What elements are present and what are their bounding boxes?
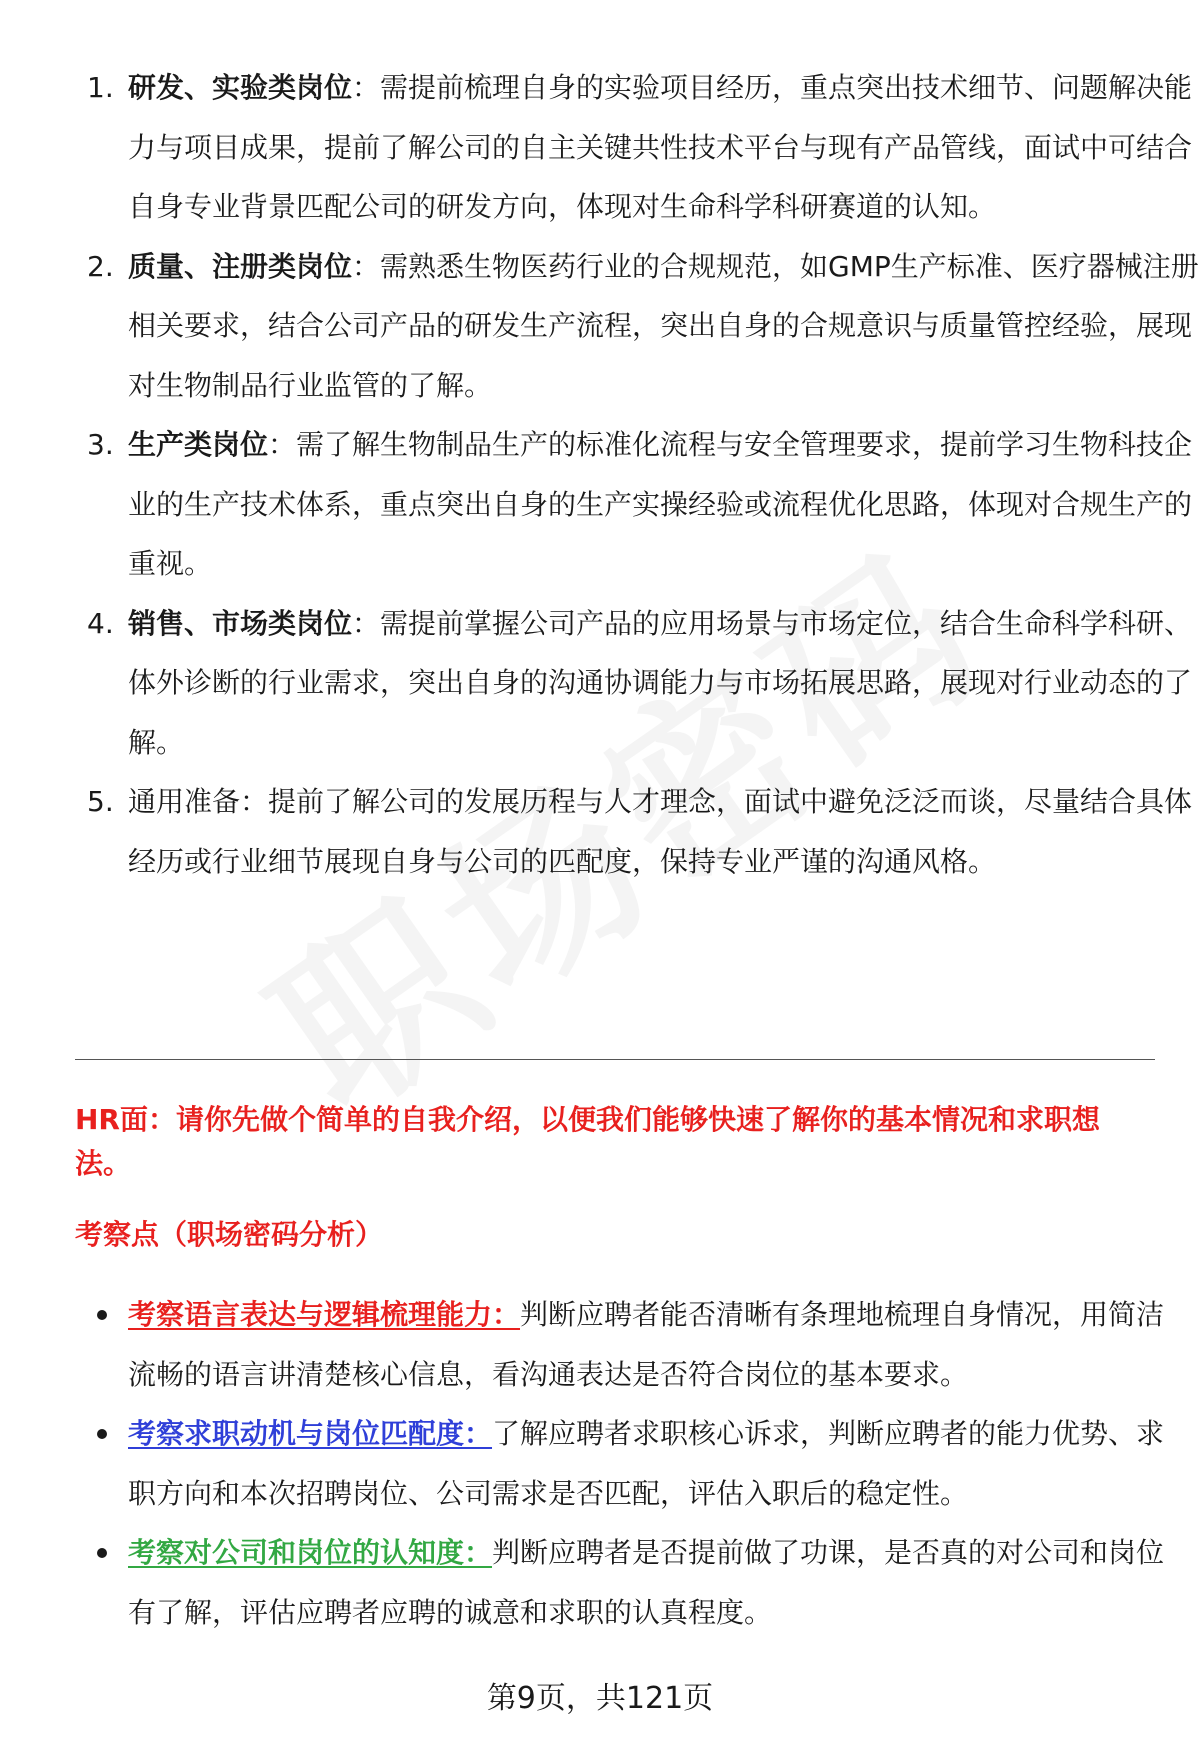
position-item [75, 594, 1200, 773]
positions-section [75, 58, 1199, 891]
positions-list [75, 58, 1199, 891]
point-head: 考察对公司和岗位的认知度： [128, 1536, 493, 1569]
bullet-icon [97, 1548, 107, 1558]
page-number: 第9页，共121页 [486, 1681, 714, 1716]
position-title: 质量、注册类岗位 [128, 249, 353, 283]
point-head: 考察求职动机与岗位匹配度： [128, 1417, 493, 1450]
position-item [75, 58, 1200, 237]
point-text: 了解应聘者求职核心诉求，判断应聘者的能力优势、求职方向和本次招聘岗位、公司需求是否匹配，评估入职后的稳定性。 [128, 1417, 1165, 1510]
analysis-point [75, 1285, 1165, 1404]
section-divider [75, 1059, 1155, 1060]
analysis-title: 考察点（职场密码分析） [75, 1218, 384, 1251]
bullet-icon [97, 1429, 107, 1439]
analysis-points [75, 1285, 1165, 1642]
position-item [75, 772, 1200, 891]
item-number: 5. [87, 785, 114, 818]
position-item [75, 415, 1200, 594]
position-text: ：需提前梳理自身的实验项目经历，重点突出技术细节、问题解决能力与项目成果，提前了解公司的自主关键共性技术平台与现有产品管线，面试中可结合自身专业背景匹配公司的研发方向，体现对生命科学科研赛道的认知。 [128, 71, 1193, 223]
position-title: 销售、市场类岗位 [128, 606, 353, 640]
position-text: 通用准备：提前了解公司的发展历程与人才理念，面试中避免泛泛而谈，尽量结合具体经历或行业细节展现自身与公司的匹配度，保持专业严谨的沟通风格。 [128, 785, 1193, 878]
position-item [75, 237, 1200, 416]
point-head: 考察语言表达与逻辑梳理能力： [128, 1298, 521, 1331]
item-number: 4. [87, 606, 114, 640]
point-text: 判断应聘者能否清晰有条理地梳理自身情况，用简洁流畅的语言讲清楚核心信息，看沟通表达是否符合岗位的基本要求。 [128, 1298, 1165, 1391]
analysis-point [75, 1404, 1165, 1523]
bullet-icon [97, 1310, 107, 1320]
position-text: ：需提前掌握公司产品的应用场景与市场定位，结合生命科学科研、体外诊断的行业需求，突出自身的沟通协调能力与市场拓展思路，展现对行业动态的了解。 [128, 606, 1193, 759]
position-text: ：需熟悉生物医药行业的合规规范，如GMP生产标准、医疗器械注册相关要求，结合公司产品的研发生产流程，突出自身的合规意识与质量管控经验，展现对生物制品行业监管的了解。 [128, 249, 1199, 402]
position-title: 生产类岗位 [128, 428, 269, 461]
position-text: ：需了解生物制品生产的标准化流程与安全管理要求，提前学习生物科技企业的生产技术体系，重点突出自身的生产实操经验或流程优化思路，体现对合规生产的重视。 [128, 428, 1193, 580]
analysis-point [75, 1523, 1165, 1642]
item-number: 1. [87, 71, 114, 104]
position-title: 研发、实验类岗位 [128, 71, 353, 104]
item-number: 3. [87, 428, 114, 461]
point-text: 判断应聘者是否提前做了功课，是否真的对公司和岗位有了解，评估应聘者应聘的诚意和求职的认真程度。 [128, 1536, 1165, 1629]
hr-question: HR面：请你先做个简单的自我介绍，以便我们能够快速了解你的基本情况和求职想法。 [75, 1103, 1100, 1180]
item-number: 2. [87, 249, 114, 283]
